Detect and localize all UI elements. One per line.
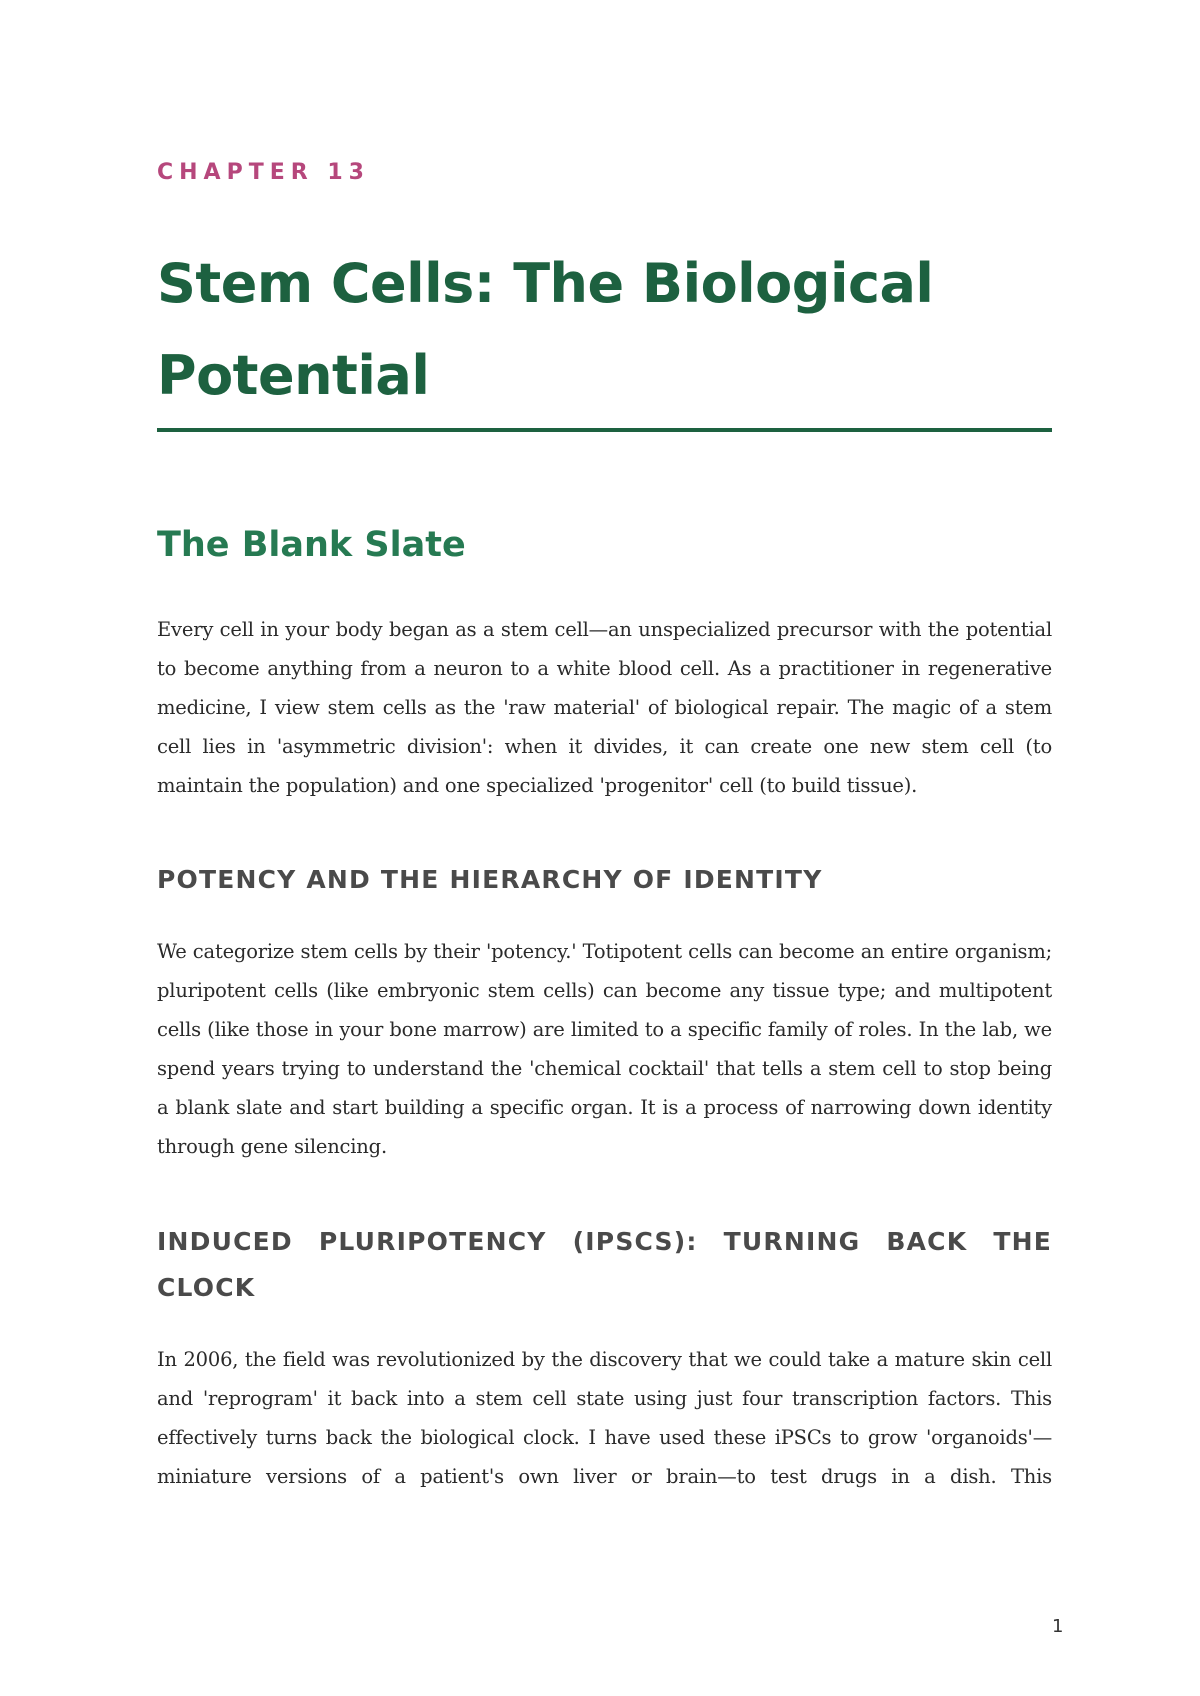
paragraph-blank-slate: Every cell in your body began as a stem cell—an unspecialized precursor with the potential to become anything from a neuron to a white blood cell. As a practitioner in regenerative medicine, I view stem cells as the 'raw material' of biological repair. The magic of a stem cell lies in 'asymmetric division': when it divides, it can create one new stem cell (to maintain the population) and one specialized 'progenitor' cell (to build tissue). — [157, 618, 1052, 797]
chapter-title: Stem Cells: The Biological Potential — [157, 252, 934, 407]
subheading-induced-pluripotency: INDUCED PLURIPOTENCY (IPSCS): TURNING BACK THE CLOCK — [157, 1227, 1052, 1302]
page-number: 1 — [1052, 1616, 1064, 1637]
subheading-potency: POTENCY AND THE HIERARCHY OF IDENTITY — [157, 865, 823, 894]
paragraph-induced-pluripotency: In 2006, the field was revolutionized by the discovery that we could take a mature skin cell and 'reprogram' it back into a stem cell state using just four transcription factors. This effectively turns back the biological clock. I have used these iPSCs to grow 'organoids'—miniature versions of a patient's own liver or brain—to test drugs in a dish. This — [157, 1348, 1052, 1488]
section-heading-blank-slate: The Blank Slate — [157, 525, 466, 565]
chapter-label: CHAPTER 13 — [157, 160, 370, 185]
title-divider — [157, 428, 1052, 432]
paragraph-potency: We categorize stem cells by their 'potency.' Totipotent cells can become an entire organism; pluripotent cells (like embryonic stem cells) can become any tissue type; and multipotent cells (like those in your bone marrow) are limited to a specific family of roles. In the lab, we spend years trying to understand the 'chemical cocktail' that tells a stem cell to stop being a blank slate and start building a specific organ. It is a process of narrowing down identity through gene silencing. — [157, 940, 1052, 1158]
